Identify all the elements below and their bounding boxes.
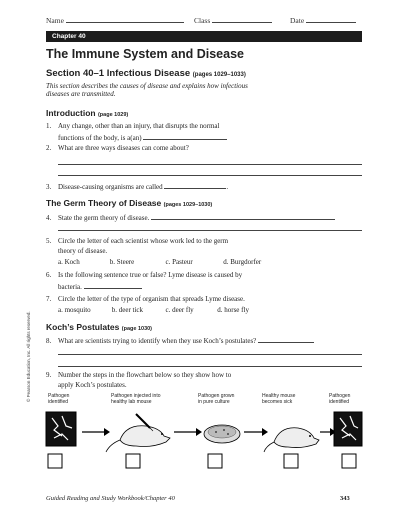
section-pages: (pages 1029–1033) [192, 72, 246, 78]
question-text: functions of the body, is a(an) [58, 134, 142, 142]
copyright-notice: © Pearson Education, Inc. All rights reserved. [26, 311, 31, 402]
introduction-title: Introduction [46, 108, 96, 118]
option-a[interactable]: a. mosquito [58, 306, 91, 314]
germ-theory-title: The Germ Theory of Disease [46, 198, 162, 208]
question-text: What are scientists trying to identify when they use Koch’s postulates? [58, 337, 257, 345]
name-label: Name [46, 16, 64, 25]
question-text: Disease-causing organisms are called [58, 183, 163, 191]
answer-line[interactable] [58, 164, 362, 165]
question-4 [46, 211, 362, 223]
step-number-box[interactable] [284, 454, 298, 468]
question-5 [46, 236, 362, 256]
flowchart-label: Healthy mouse becomes sick [262, 393, 296, 405]
question-number: 9. [46, 371, 52, 379]
option-a[interactable]: a. Koch [58, 258, 80, 266]
question-text: State the germ theory of disease. [58, 214, 150, 222]
question-1 [46, 121, 362, 143]
step-number-box[interactable] [126, 454, 140, 468]
question-3: 3. Disease-causing organisms are called . [46, 180, 362, 192]
pathogen-sample-image [334, 412, 362, 446]
kochs-postulates-title: Koch’s Postulates [46, 322, 120, 332]
date-blank[interactable] [306, 14, 356, 23]
option-d[interactable]: d. Burgdorfer [223, 258, 262, 266]
section-title: Section 40–1 Infectious Disease [46, 68, 191, 79]
question-8 [46, 334, 362, 346]
answer-blank[interactable] [151, 211, 335, 220]
answer-line[interactable] [58, 175, 362, 176]
option-c[interactable]: c. Pasteur [165, 258, 193, 266]
question-text: apply Koch’s postulates. [58, 381, 127, 389]
petri-dish-image [204, 425, 240, 443]
arrow-icon [262, 428, 268, 436]
step-number-box[interactable] [208, 454, 222, 468]
question-text: Any change, other than an injury, that disrupts the normal [58, 122, 220, 130]
question-2 [46, 143, 362, 153]
question-text: Circle the letter of the type of organism that spreads Lyme disease. [58, 295, 245, 303]
kochs-postulates-pages: (page 1030) [121, 326, 153, 332]
question-text: Circle the letter of each scientist whose work led to the germ [58, 237, 229, 245]
page-title: The Immune System and Disease [46, 47, 244, 61]
name-blank[interactable] [66, 14, 184, 23]
question-number: 3. [46, 183, 52, 191]
question-text: What are three ways diseases can come about? [58, 144, 189, 152]
option-d[interactable]: d. horse fly [217, 306, 249, 314]
answer-line[interactable] [58, 366, 362, 367]
class-label: Class [194, 16, 211, 25]
kochs-postulates-flowchart [44, 408, 364, 472]
q5-options [58, 258, 261, 266]
chapter-bar [46, 31, 362, 42]
germ-theory-pages: (pages 1029–1030) [163, 202, 213, 208]
germ-theory-heading [46, 198, 212, 208]
question-number: 6. [46, 271, 52, 279]
step-number-box[interactable] [48, 454, 62, 468]
arrow-icon [104, 428, 110, 436]
date-field [290, 14, 356, 25]
option-b[interactable]: b. deer tick [111, 306, 144, 314]
section-intro: This section describes the causes of disease and explains how infectious diseases are transmitted. [46, 82, 248, 98]
class-field [194, 14, 272, 25]
q7-options [58, 306, 249, 314]
question-text: theory of disease. [58, 247, 108, 255]
kochs-postulates-heading [46, 322, 152, 332]
answer-blank[interactable] [258, 334, 314, 343]
pathogen-sample-image [46, 412, 76, 446]
class-blank[interactable] [212, 14, 272, 23]
question-7 [46, 294, 362, 304]
question-text: bacteria. [58, 283, 82, 291]
question-9 [46, 370, 362, 390]
section-heading [46, 68, 246, 79]
step-number-box[interactable] [342, 454, 356, 468]
option-b[interactable]: b. Steere [109, 258, 135, 266]
footer-title: Guided Reading and Study Workbook/Chapter 40 [46, 495, 175, 502]
question-number: 8. [46, 337, 52, 345]
answer-blank[interactable] [164, 180, 226, 189]
flowchart-label: Pathogen injected into healthy lab mouse [111, 393, 161, 405]
option-c[interactable]: c. deer fly [165, 306, 194, 314]
question-6 [46, 270, 362, 292]
question-text: Number the steps in the flowchart below so they show how to [58, 371, 232, 379]
question-number: 4. [46, 214, 52, 222]
question-text: Is the following sentence true or false? Lyme disease is caused by [58, 271, 243, 279]
sick-mouse-image [264, 428, 319, 452]
chapter-label: Chapter 40 [52, 32, 86, 40]
question-number: 2. [46, 144, 52, 152]
answer-line[interactable] [58, 354, 362, 355]
answer-blank[interactable] [143, 131, 227, 140]
flowchart-label: Pathogen identified [329, 393, 351, 405]
answer-line[interactable] [58, 230, 362, 231]
question-number: 5. [46, 237, 52, 245]
date-label: Date [290, 16, 305, 25]
flowchart-label: Pathogen grown in pure culture [198, 393, 235, 405]
name-field [46, 14, 184, 25]
flowchart-label: Pathogen identified [48, 393, 70, 405]
question-number: 1. [46, 122, 52, 130]
question-number: 7. [46, 295, 52, 303]
answer-blank[interactable] [84, 280, 142, 289]
introduction-pages: (page 1029) [97, 112, 129, 118]
introduction-heading [46, 108, 128, 118]
mouse-injection-image [106, 414, 170, 452]
page-number: 343 [340, 495, 350, 502]
arrow-icon [196, 428, 202, 436]
